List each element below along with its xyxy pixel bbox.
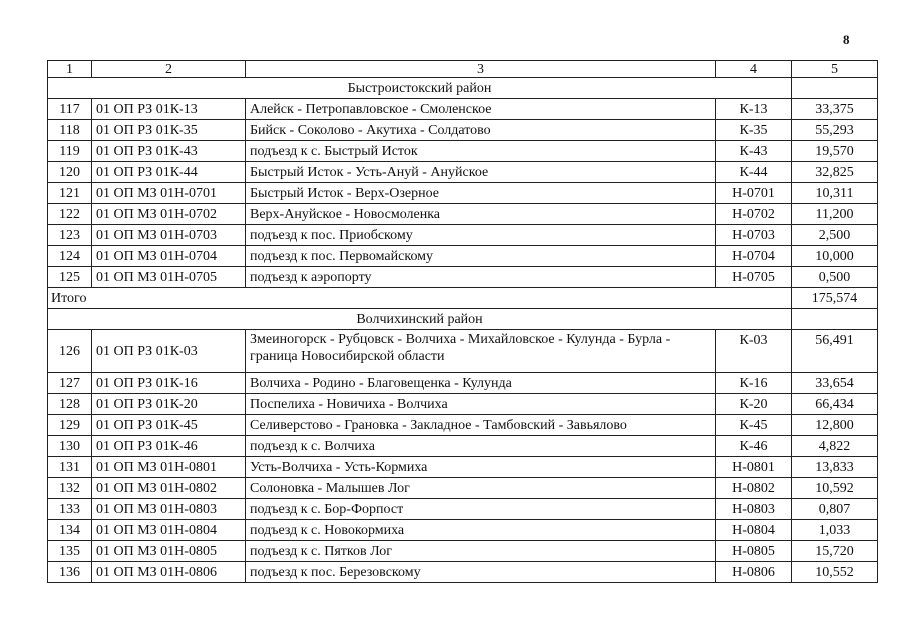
road-length: 19,570 xyxy=(792,141,878,162)
road-length: 1,033 xyxy=(792,520,878,541)
road-name: подъезд к с. Быстрый Исток xyxy=(246,141,716,162)
road-code: 01 ОП РЗ 01К-44 xyxy=(92,162,246,183)
road-name: Селиверстово - Грановка - Закладное - Тамбовский - Завьялово xyxy=(246,415,716,436)
road-index: К-35 xyxy=(716,120,792,141)
road-index: К-03 xyxy=(716,330,792,373)
road-code: 01 ОП МЗ 01Н-0705 xyxy=(92,267,246,288)
road-name: подъезд к аэропорту xyxy=(246,267,716,288)
road-length: 13,833 xyxy=(792,457,878,478)
total-row xyxy=(48,288,878,309)
road-index: К-16 xyxy=(716,373,792,394)
road-code: 01 ОП РЗ 01К-16 xyxy=(92,373,246,394)
road-length: 33,654 xyxy=(792,373,878,394)
row-number: 128 xyxy=(48,394,92,415)
road-length: 10,552 xyxy=(792,562,878,583)
road-length: 4,822 xyxy=(792,436,878,457)
row-number: 118 xyxy=(48,120,92,141)
road-code: 01 ОП МЗ 01Н-0702 xyxy=(92,204,246,225)
table-row xyxy=(48,246,878,267)
header-col-1: 1 xyxy=(48,61,92,78)
road-code: 01 ОП МЗ 01Н-0802 xyxy=(92,478,246,499)
road-code: 01 ОП МЗ 01Н-0804 xyxy=(92,520,246,541)
road-code: 01 ОП МЗ 01Н-0805 xyxy=(92,541,246,562)
row-number: 130 xyxy=(48,436,92,457)
road-length: 11,200 xyxy=(792,204,878,225)
header-col-4: 4 xyxy=(716,61,792,78)
road-length: 2,500 xyxy=(792,225,878,246)
header-col-3: 3 xyxy=(246,61,716,78)
road-index: К-43 xyxy=(716,141,792,162)
row-number: 134 xyxy=(48,520,92,541)
road-code: 01 ОП РЗ 01К-43 xyxy=(92,141,246,162)
road-index: Н-0704 xyxy=(716,246,792,267)
road-name: Быстрый Исток - Усть-Ануй - Ануйское xyxy=(246,162,716,183)
road-length: 15,720 xyxy=(792,541,878,562)
district-name: Волчихинский район xyxy=(48,309,792,330)
table-row xyxy=(48,415,878,436)
road-name: Бийск - Соколово - Акутиха - Солдатово xyxy=(246,120,716,141)
road-index: Н-0803 xyxy=(716,499,792,520)
road-name: подъезд к с. Бор-Форпост xyxy=(246,499,716,520)
road-index: К-44 xyxy=(716,162,792,183)
road-code: 01 ОП РЗ 01К-13 xyxy=(92,99,246,120)
road-code: 01 ОП МЗ 01Н-0704 xyxy=(92,246,246,267)
table-row xyxy=(48,267,878,288)
road-index: Н-0805 xyxy=(716,541,792,562)
road-length: 33,375 xyxy=(792,99,878,120)
row-number: 122 xyxy=(48,204,92,225)
header-col-2: 2 xyxy=(92,61,246,78)
road-code: 01 ОП РЗ 01К-46 xyxy=(92,436,246,457)
row-number: 131 xyxy=(48,457,92,478)
table-row xyxy=(48,183,878,204)
total-label: Итого xyxy=(48,288,792,309)
road-name: Змеиногорск - Рубцовск - Волчиха - Михайловское - Кулунда - Бурла - граница Новосибирской области xyxy=(246,330,716,373)
district-row xyxy=(48,309,878,330)
row-number: 127 xyxy=(48,373,92,394)
row-number: 135 xyxy=(48,541,92,562)
road-index: Н-0802 xyxy=(716,478,792,499)
road-code: 01 ОП МЗ 01Н-0801 xyxy=(92,457,246,478)
road-index: Н-0703 xyxy=(716,225,792,246)
row-number: 120 xyxy=(48,162,92,183)
road-index: Н-0705 xyxy=(716,267,792,288)
total-value: 175,574 xyxy=(792,288,878,309)
road-name: Поспелиха - Новичиха - Волчиха xyxy=(246,394,716,415)
road-length: 10,592 xyxy=(792,478,878,499)
road-length: 55,293 xyxy=(792,120,878,141)
road-code: 01 ОП РЗ 01К-45 xyxy=(92,415,246,436)
road-name: подъезд к с. Новокормиха xyxy=(246,520,716,541)
road-name: Быстрый Исток - Верх-Озерное xyxy=(246,183,716,204)
page-number: 8 xyxy=(843,32,850,47)
header-col-5: 5 xyxy=(792,61,878,78)
header-row xyxy=(48,61,878,78)
row-number: 125 xyxy=(48,267,92,288)
road-code: 01 ОП МЗ 01Н-0703 xyxy=(92,225,246,246)
road-name: подъезд к пос. Березовскому xyxy=(246,562,716,583)
table-row xyxy=(48,541,878,562)
road-length: 0,500 xyxy=(792,267,878,288)
road-index: К-46 xyxy=(716,436,792,457)
row-number: 132 xyxy=(48,478,92,499)
table-row xyxy=(48,162,878,183)
table-row xyxy=(48,330,878,373)
table-row xyxy=(48,478,878,499)
roads-table-body xyxy=(48,61,878,583)
road-name: Усть-Волчиха - Усть-Кормиха xyxy=(246,457,716,478)
road-index: К-45 xyxy=(716,415,792,436)
row-number: 126 xyxy=(48,330,92,373)
road-index: К-13 xyxy=(716,99,792,120)
road-index: К-20 xyxy=(716,394,792,415)
table-row xyxy=(48,225,878,246)
table-row xyxy=(48,457,878,478)
road-name: подъезд к с. Пятков Лог xyxy=(246,541,716,562)
district-empty-cell xyxy=(792,309,878,330)
table-row xyxy=(48,141,878,162)
row-number: 136 xyxy=(48,562,92,583)
road-name: подъезд к с. Волчиха xyxy=(246,436,716,457)
road-code: 01 ОП РЗ 01К-20 xyxy=(92,394,246,415)
district-row xyxy=(48,78,878,99)
road-length: 10,311 xyxy=(792,183,878,204)
road-length: 10,000 xyxy=(792,246,878,267)
table-row xyxy=(48,99,878,120)
road-length: 32,825 xyxy=(792,162,878,183)
table-row xyxy=(48,120,878,141)
road-length: 66,434 xyxy=(792,394,878,415)
table-row xyxy=(48,499,878,520)
table-row xyxy=(48,436,878,457)
road-index: Н-0801 xyxy=(716,457,792,478)
road-code: 01 ОП РЗ 01К-35 xyxy=(92,120,246,141)
district-empty-cell xyxy=(792,78,878,99)
road-index: Н-0806 xyxy=(716,562,792,583)
road-index: Н-0701 xyxy=(716,183,792,204)
road-code: 01 ОП МЗ 01Н-0701 xyxy=(92,183,246,204)
road-name: Алейск - Петропавловское - Смоленское xyxy=(246,99,716,120)
table-row xyxy=(48,394,878,415)
road-name: подъезд к пос. Приобскому xyxy=(246,225,716,246)
roads-table xyxy=(47,60,878,583)
table-row xyxy=(48,562,878,583)
road-code: 01 ОП МЗ 01Н-0803 xyxy=(92,499,246,520)
row-number: 124 xyxy=(48,246,92,267)
road-code: 01 ОП МЗ 01Н-0806 xyxy=(92,562,246,583)
road-length: 56,491 xyxy=(792,330,878,373)
road-code: 01 ОП РЗ 01К-03 xyxy=(92,330,246,373)
road-name: подъезд к пос. Первомайскому xyxy=(246,246,716,267)
road-index: Н-0804 xyxy=(716,520,792,541)
table-row xyxy=(48,373,878,394)
road-index: Н-0702 xyxy=(716,204,792,225)
row-number: 121 xyxy=(48,183,92,204)
row-number: 129 xyxy=(48,415,92,436)
row-number: 133 xyxy=(48,499,92,520)
row-number: 119 xyxy=(48,141,92,162)
district-name: Быстроистокский район xyxy=(48,78,792,99)
road-length: 12,800 xyxy=(792,415,878,436)
road-name: Верх-Ануйское - Новосмоленка xyxy=(246,204,716,225)
row-number: 123 xyxy=(48,225,92,246)
road-name: Волчиха - Родино - Благовещенка - Кулунда xyxy=(246,373,716,394)
road-length: 0,807 xyxy=(792,499,878,520)
road-name: Солоновка - Малышев Лог xyxy=(246,478,716,499)
row-number: 117 xyxy=(48,99,92,120)
table-row xyxy=(48,204,878,225)
table-row xyxy=(48,520,878,541)
